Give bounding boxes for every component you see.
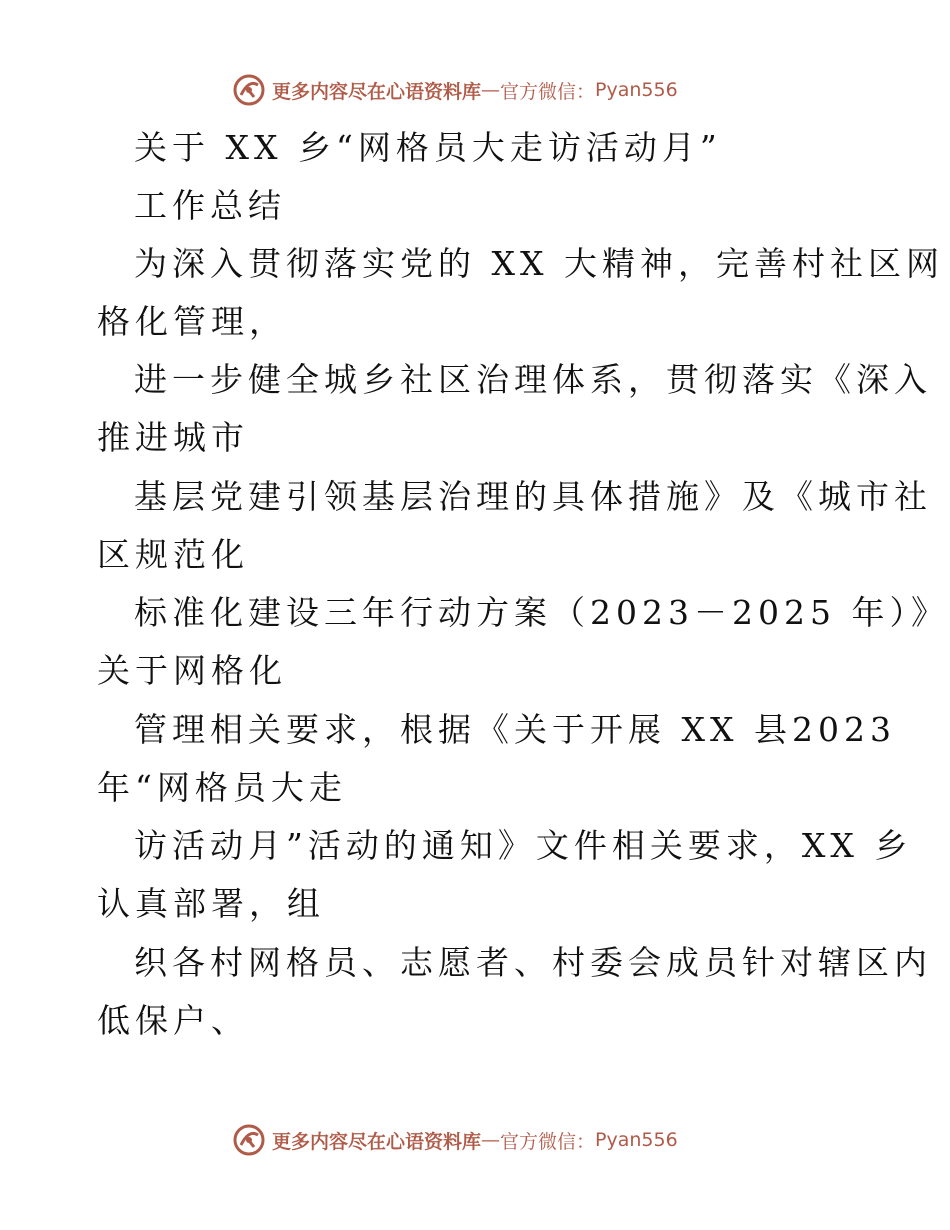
watermark-header (232, 72, 678, 108)
watermark-dash: — (481, 1129, 501, 1151)
brand-logo-icon (232, 73, 266, 107)
watermark-text: 更多内容尽在心语资料库 (272, 1130, 482, 1153)
doc-text-line: 格化管理， (97, 302, 287, 341)
doc-text-line: 基层党建引领基层治理的具体措施》及《城市社 (134, 477, 932, 516)
doc-text-line: 低保户、 (97, 1001, 249, 1040)
doc-title-line-2: 工作总结 (134, 186, 286, 225)
doc-text-line: 织各村网格员、志愿者、村委会成员针对辖区内 (134, 943, 932, 982)
watermark-wechat-label: 官方微信： (500, 80, 596, 103)
watermark-wechat-label: 官方微信： (500, 1130, 596, 1153)
watermark-wechat-id: Pyan556 (595, 79, 678, 101)
watermark-footer (232, 1122, 678, 1158)
doc-text-line: 年“网格员大走 (97, 768, 347, 807)
doc-title-line-1: 关于 XX 乡“网格员大走访活动月” (134, 128, 722, 167)
doc-text-line: 标准化建设三年行动方案（2023－2025 年）》 (134, 593, 949, 632)
doc-text-line: 推进城市 (97, 418, 249, 457)
watermark-wechat-id: Pyan556 (595, 1129, 678, 1151)
doc-text-line: 区规范化 (97, 535, 249, 574)
watermark-dash: — (481, 79, 501, 101)
doc-text-line: 关于网格化 (97, 651, 287, 690)
doc-text-line: 进一步健全城乡社区治理体系，贯彻落实《深入 (134, 360, 932, 399)
watermark-text: 更多内容尽在心语资料库 (272, 80, 482, 103)
brand-logo-icon (232, 1123, 266, 1157)
doc-text-line: 访活动月”活动的通知》文件相关要求，XX 乡 (134, 826, 913, 865)
doc-text-line: 管理相关要求，根据《关于开展 XX 县2023 (134, 710, 896, 749)
doc-text-line: 认真部署，组 (97, 884, 325, 923)
doc-text-line: 为深入贯彻落实党的 XX 大精神，完善村社区网 (134, 244, 944, 283)
